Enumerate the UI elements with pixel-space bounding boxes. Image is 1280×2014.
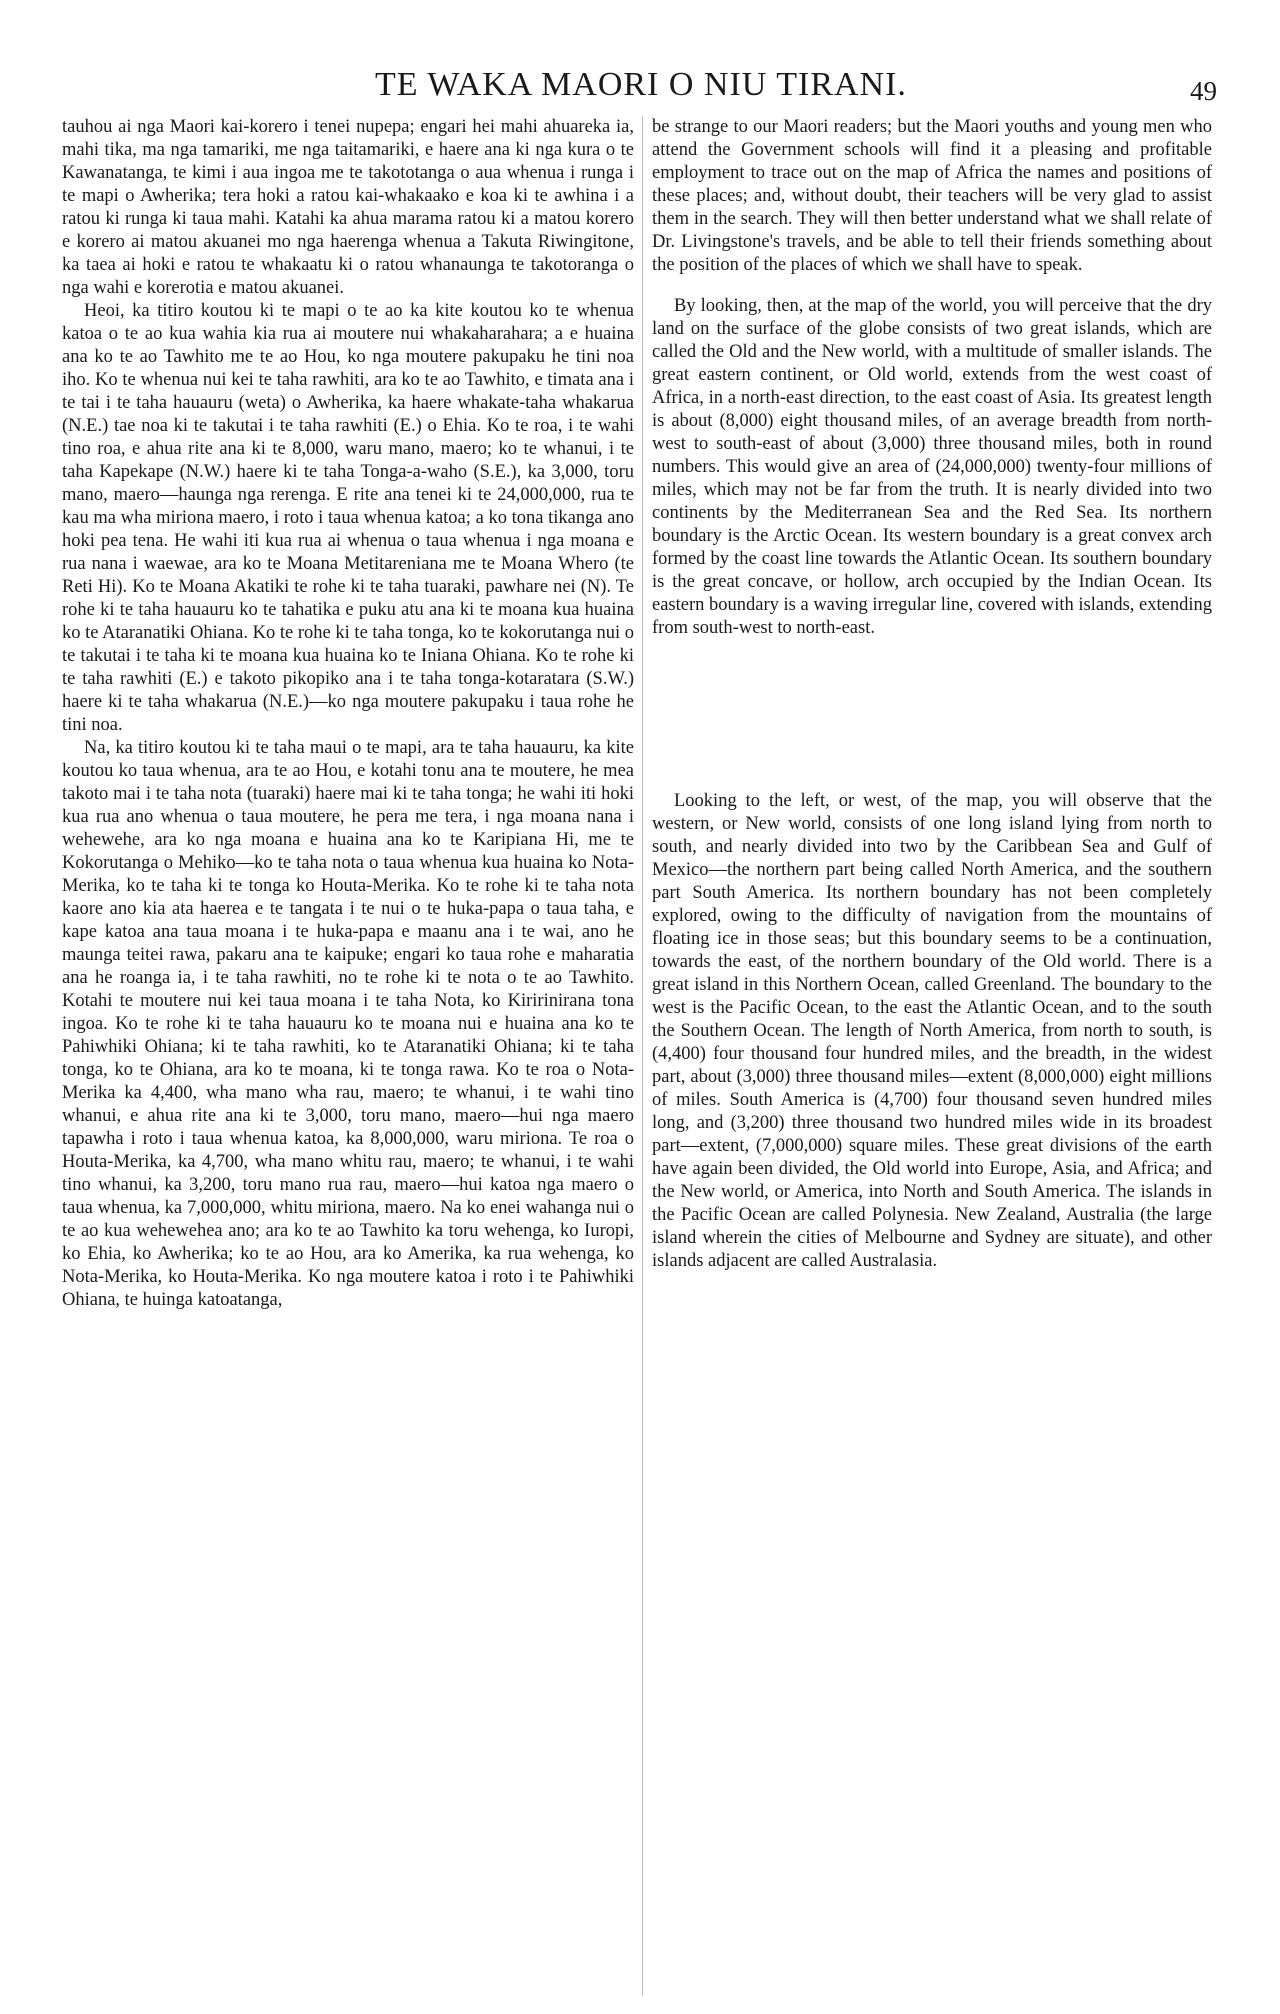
newspaper-title: TE WAKA MAORI O NIU TIRANI.	[375, 66, 907, 103]
page-number: 49	[1190, 76, 1217, 106]
column-divider	[642, 116, 643, 1996]
maori-paragraph-3: Na, ka titiro koutou ki te taha maui o te mapi, ara te taha hauauru, ka kite koutou ko taua whenua, ara te ao Hou, e kotahi tonu ana te moutere, he mea takoto mai i te taha nota (tuaraki) haere mai ki te taha tonga; he wahi iti hoki kua rua ano whenua o taua moutere, he pera me tera, i nga moana nana i wehewehe, ara ko nga moana e huaina ana ko te Karipiana Hi, me te Kokorutanga o Mehiko—ko te taha nota o taua whenua kua huaina ko Nota-Merika, ko te taha ki te tonga ko Houta-Merika. Ko te rohe ki te taha nota kaore ano kia ata haerea e te tangata i te nui o te huka-papa o taua taha, e kape katoa ana taua moana i te huka-papa e maanu ana i te wai, ano he maunga teitei rawa, pakaru ana te kaipuke; engari ko taua rohe e maharatia ana he roanga ia, i te taha rawhiti, no te rohe ki te nota o te ao Tawhito. Kotahi te moutere nui kei taua moana i te taha Nota, ko Kiririnirana tona ingoa. Ko te rohe ki te taha hauauru ko te moana nui e huaina ana ko te Pahiwhiki Ohiana; ki te taha rawhiti, ko te Ataranatiki Ohiana; ki te taha tonga, ko te Ohiana, ara ko te moana, ki te tonga rawa. Ko te roa o Nota-Merika ka 4,400, wha mano wha rau, maero; te whanui, i te wahi tino whanui, e ahua rite ana ki te 3,000, toru mano, maero—hui nga maero tapawha i roto i taua whenua katoa, ka 8,000,000, waru miriona. Te roa o Houta-Merika, ka 4,700, wha mano whitu rau, maero; te whanui, i te wahi tino whanui, ka 3,200, toru mano rua rau, maero—hui katoa nga maero o taua whenua, ka 7,000,000, whitu miriona, maero. Na ko enei wahanga nui o te ao kua wehewehea ano; ara ko te ao Tawhito ka toru wehenga, ko Iuropi, ko Ehia, ko Awherika; ko te ao Hou, ara ko Amerika, ka rua wehenga, ko Nota-Merika, ko Houta-Merika. Ko nga moutere katoa i roto i te Pahiwhiki Ohiana, te huinga katoatanga,	[62, 738, 634, 1310]
maori-column	[62, 116, 634, 1312]
maori-paragraph-2: Heoi, ka titiro koutou ki te mapi o te ao ka kite koutou ko te whenua katoa o te ao kua wahia kia rua ai moutere nui whakaharahara; a e huaina ana ko te ao Tawhito me te ao Hou, ko nga moutere pakupaku he tini noa iho. Ko te whenua nui kei te taha rawhiti, ara ko te ao Tawhito, e timata ana i te tai i te taha hauauru (weta) o Awherika, ka haere whakate-taha whakarua (N.E.) tae noa ki te takutai i te taha rawhiti (E.) o Ehia. Ko te roa, i te wahi tino roa, e ahua rite ana ki te 8,000, waru mano, maero; ko te whanui, i te taha Kapekape (N.W.) haere ki te taha Tonga-a-waho (S.E.), ka 3,000, toru mano, maero—haunga nga rerenga. E rite ana tenei ki te 24,000,000, rua te kau ma wha miriona maero, i roto i taua whenua katoa; a ko tona tikanga ano hoki pea tena. He wahi iti kua rua ai whenua o taua whenua i nga moana e rua nana i waewae, ara ko te Moana Metitareniana me te Moana Whero (te Reti Hi). Ko te Moana Akatiki te rohe ki te taha tuaraki, pawhare nei (N). Te rohe ki te taha hauauru ko te tahatika e puku atu ana ki te moana kua huaina ko te Ataranatiki Ohiana. Ko te rohe ki te taha tonga, ko te kokorutanga nui o te takutai i te taha ki te moana kua huaina ko te Iniana Ohiana. Ko te rohe ki te taha rawhiti (E.) e takoto pikopiko ana i te taha tonga-kotaratara (S.W.) haere ki te taha whakarua (N.E.)—ko nga moutere pakupaku i taua rohe he tini noa.	[62, 301, 634, 735]
english-paragraph-2: By looking, then, at the map of the world, you will perceive that the dry land on the surface of the globe consists of two great islands, which are called the Old and the New world, with a multitude of smaller islands. The great eastern continent, or Old world, extends from the west coast of Africa, in a north-east direction, to the east coast of Asia. Its greatest length is about (8,000) eight thousand miles, of an average breadth from north-west to south-east of about (3,000) three thousand miles, both in round numbers. This would give an area of (24,000,000) twenty-four millions of miles, which may not be far from the truth. It is nearly divided into two continents by the Mediterranean Sea and the Red Sea. Its northern boundary is the Arctic Ocean. Its western boundary is a great convex arch formed by the coast line towards the Atlantic Ocean. Its southern boundary is the great concave, or hollow, arch occupied by the Indian Ocean. Its eastern boundary is a waving irregular line, covered with islands, extending from south-west to north-east.	[652, 296, 1212, 638]
maori-paragraph-1: tauhou ai nga Maori kai-korero i tenei nupepa; engari hei mahi ahuareka ia, mahi tika, ma nga tamariki, me nga taitamariki, e haere ana ki nga kura o te Kawanatanga, te kimi i aua ingoa me te takototanga o aua whenua i runga i te mapi o Awherika; tera hoki a ratou kai-whakaako e koa ki te awhina i a ratou ki runga ki taua mahi. Katahi ka ahua marama ratou ki a matou korero e korero ai matou akuanei mo nga haerenga whenua a Takuta Riwingitone, ka taea ai hoki e ratou te whakaatu ki o ratou whanaunga te takotoranga o nga wahi e korerotia e matou akuanei.	[62, 117, 634, 298]
english-paragraph-1: be strange to our Maori readers; but the Maori youths and young men who attend the Government schools will find it a pleasing and profitable employment to trace out on the map of Africa the names and positions of these places; and, without doubt, their teachers will be very glad to assist them in the search. They will then better understand what we shall relate of Dr. Livingstone's travels, and be able to tell their friends something about the position of the places of which we shall have to speak.	[652, 117, 1212, 275]
page-header	[0, 58, 1280, 108]
english-column	[652, 116, 1212, 1273]
english-paragraph-3: Looking to the left, or west, of the map, you will observe that the western, or New world, consists of one long island lying from north to south, and nearly divided into two by the Caribbean Sea and Gulf of Mexico—the northern part being called North America, and the southern part South America. Its northern boundary has not been completely explored, owing to the difficulty of navigation from the mountains of floating ice in those seas; but this boundary seems to be a continuation, towards the east, of the northern boundary of the Old world. There is a great island in this Northern Ocean, called Greenland. The boundary to the west is the Pacific Ocean, to the east the Atlantic Ocean, and to the south the Southern Ocean. The length of North America, from north to south, is (4,400) four thousand four hundred miles, and the breadth, in the widest part, about (3,000) three thousand miles—extent (8,000,000) eight millions of miles. South America is (4,700) four thousand seven hundred miles long, and (3,200) three thousand two hundred miles wide in its broadest part—extent, (7,000,000) square miles. These great divisions of the earth have again been divided, the Old world into Europe, Asia, and Africa; and the New world, or America, into North and South America. The islands in the Pacific Ocean are called Polynesia. New Zealand, Australia (the large island wherein the cities of Melbourne and Sydney are situate), and other islands adjacent are called Australasia.	[652, 791, 1212, 1271]
